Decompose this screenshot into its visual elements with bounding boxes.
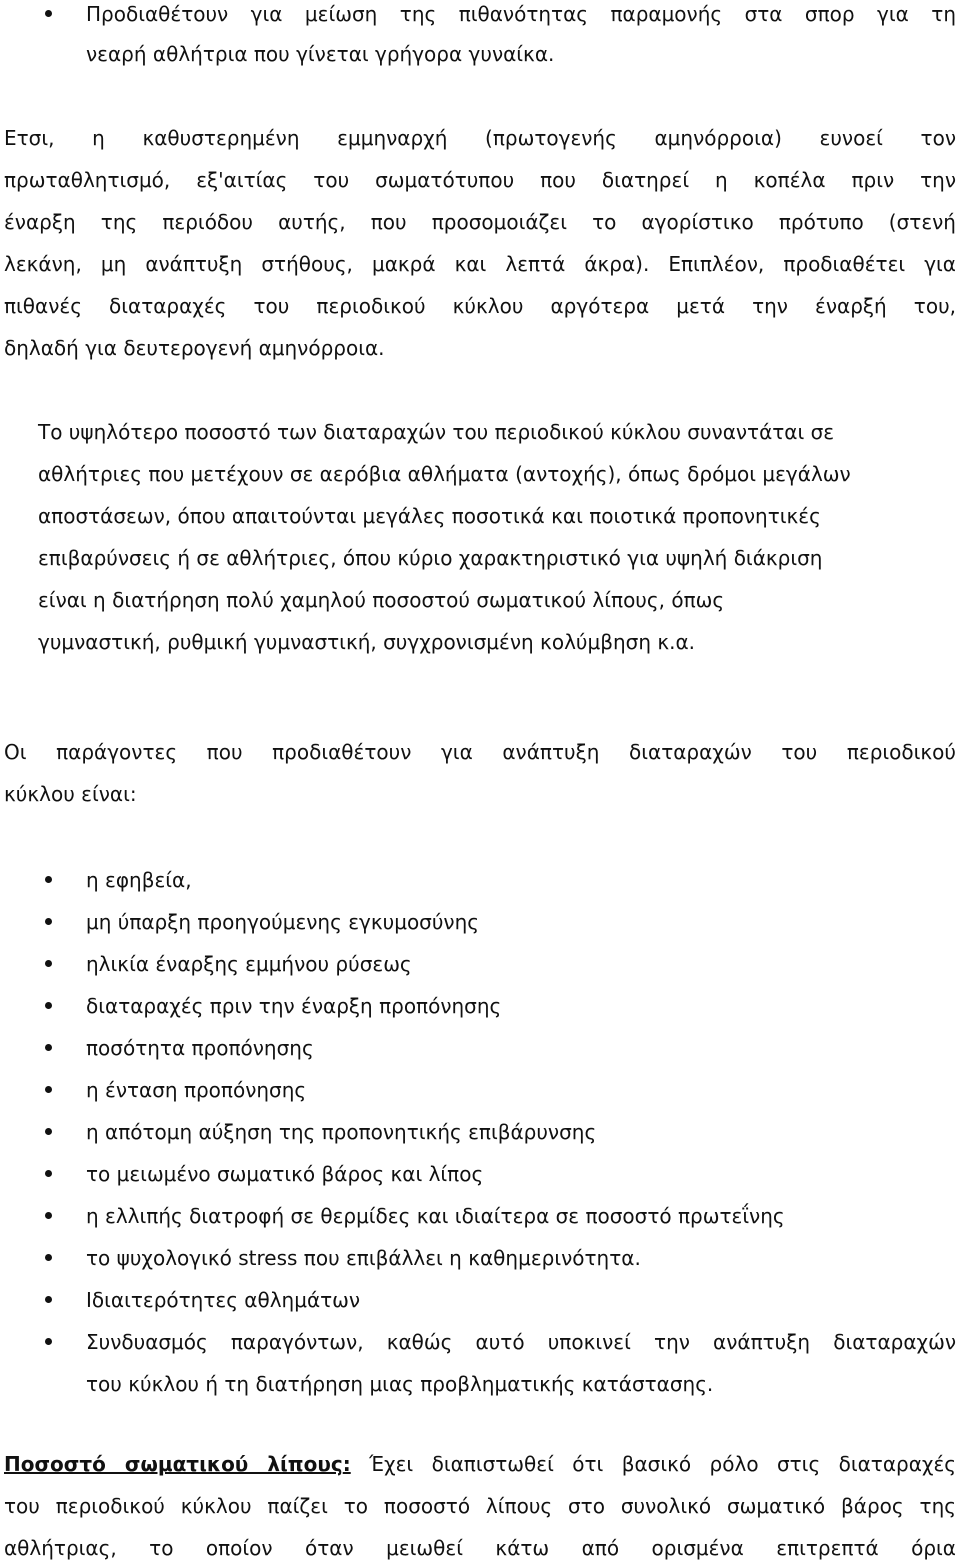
bullet-icon [45, 1254, 52, 1261]
para3-line-2: κύκλου είναι: [4, 782, 137, 806]
bullet-icon [45, 1296, 52, 1303]
para2-line-6: γυμναστική, ρυθμική γυμναστική, συγχρονισμένη κολύμβηση κ.α. [38, 630, 696, 654]
factor-item: μη ύπαρξη προηγούμενης εγκυμοσύνης [86, 910, 480, 934]
factor-item: η απότομη αύξηση της προπονητικής επιβάρυνσης [86, 1120, 597, 1144]
para1-line-2: πρωταθλητισμό, εξ'αιτίας του σωματότυπου που διατηρεί η κοπέλα πριν την [4, 168, 956, 192]
factor-item: η ελλιπής διατροφή σε θερμίδες και ιδιαίτερα σε ποσοστό πρωτεΐνης [86, 1204, 785, 1228]
factor-item: Ιδιαιτερότητες αθλημάτων [86, 1288, 361, 1312]
para2-line-5: είναι η διατήρηση πολύ χαμηλού ποσοστού σωματικού λίπους, όπως [38, 588, 725, 612]
factor-item: διαταραχές πριν την έναρξη προπόνησης [86, 994, 502, 1018]
para4-line-1 [4, 1450, 956, 1478]
para4-line-1-text: Έχει διαπιστωθεί ότι βασικό ρόλο στις διαταραχές [350, 1452, 956, 1476]
bullet-icon [45, 876, 52, 883]
factor-item-last-line-1: Συνδυασμός παραγόντων, καθώς αυτό υποκινεί την ανάπτυξη διαταραχών [86, 1330, 956, 1354]
bullet-icon [45, 1002, 52, 1009]
para2-line-4: επιβαρύνσεις ή σε αθλήτριες, όπου κύριο χαρακτηριστικό για υψηλή διάκριση [38, 546, 823, 570]
para4-line-3: αθλήτριας, το οποίον όταν μειωθεί κάτω από ορισμένα επιτρεπτά όρια [4, 1536, 956, 1560]
para4-line-2: του περιοδικού κύκλου παίζει το ποσοστό λίπους στο συνολικό σωματικό βάρος της [4, 1494, 956, 1518]
factor-item: η ένταση προπόνησης [86, 1078, 307, 1102]
para4-heading-colon: : [342, 1452, 351, 1476]
factor-item-last-line-2: του κύκλου ή τη διατήρηση μιας προβληματικής κατάστασης. [86, 1372, 714, 1396]
top-bullet-line-2: νεαρή αθλήτρια που γίνεται γρήγορα γυναίκα. [86, 42, 555, 66]
para1-line-4: λεκάνη, μη ανάπτυξη στήθους, μακρά και λεπτά άκρα). Επιπλέον, προδιαθέτει για [4, 252, 956, 276]
factor-item: το ψυχολογικό stress που επιβάλλει η καθημερινότητα. [86, 1246, 641, 1270]
bullet-icon [45, 960, 52, 967]
factor-item: ποσότητα προπόνησης [86, 1036, 314, 1060]
bullet-icon [45, 1086, 52, 1093]
para3-line-1: Οι παράγοντες που προδιαθέτουν για ανάπτυξη διαταραχών του περιοδικού [4, 740, 956, 764]
factor-item: ηλικία έναρξης εμμήνου ρύσεως [86, 952, 412, 976]
para2-line-2: αθλήτριες που μετέχουν σε αερόβια αθλήματα (αντοχής), όπως δρόμοι μεγάλων [38, 462, 851, 486]
para1-line-5: πιθανές διαταραχές του περιοδικού κύκλου αργότερα μετά την έναρξή του, [4, 294, 956, 318]
para2-line-3: αποστάσεων, όπου απαιτούνται μεγάλες ποσοτικά και ποιοτικά προπονητικές [38, 504, 821, 528]
factor-item: το μειωμένο σωματικό βάρος και λίπος [86, 1162, 484, 1186]
para2-line-1: Το υψηλότερο ποσοστό των διαταραχών του περιοδικού κύκλου συναντάται σε [38, 420, 835, 444]
bullet-icon [45, 10, 52, 17]
top-bullet-line-1: Προδιαθέτουν για μείωση της πιθανότητας παραμονής στα σπορ για τη [86, 2, 956, 26]
bullet-icon [45, 1338, 52, 1345]
bullet-icon [45, 1044, 52, 1051]
para4-heading: Ποσοστό σωματικού λίπους [4, 1452, 343, 1476]
bullet-icon [45, 1128, 52, 1135]
bullet-icon [45, 1170, 52, 1177]
bullet-icon [45, 1212, 52, 1219]
para1-line-3: έναρξη της περιόδου αυτής, που προσομοιάζει το αγορίστικο πρότυπο (στενή [4, 210, 956, 234]
bullet-icon [45, 918, 52, 925]
para1-line-6: δηλαδή για δευτερογενή αμηνόρροια. [4, 336, 385, 360]
para1-line-1: Ετσι, η καθυστερημένη εμμηναρχή (πρωτογενής αμηνόρροια) ευνοεί τον [4, 126, 956, 150]
factor-item: η εφηβεία, [86, 868, 192, 892]
